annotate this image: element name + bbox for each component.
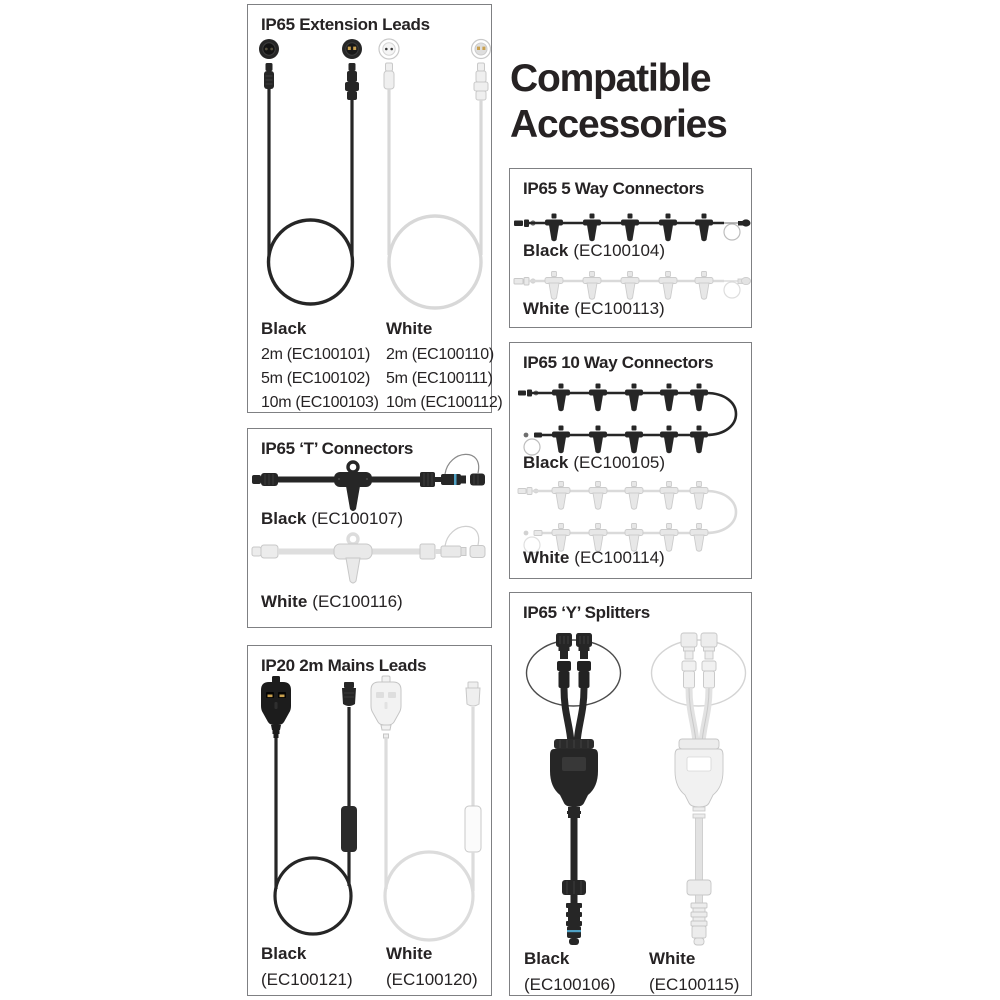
section-title: IP65 10 Way Connectors <box>523 353 714 372</box>
list-item: 10m (EC100103) <box>261 394 379 411</box>
product-code: (EC100106) <box>524 975 616 994</box>
section-title: IP65 Extension Leads <box>261 15 430 34</box>
product-code: (EC100114) <box>574 548 665 567</box>
color-name: Black <box>261 319 307 338</box>
panel-five-way-connectors <box>509 168 752 328</box>
five-way-white <box>514 272 751 300</box>
variant-label <box>523 299 665 319</box>
page-title: Compatible Accessories <box>510 57 727 147</box>
ten-way-black <box>518 384 736 456</box>
section-title: IP65 ‘Y’ Splitters <box>523 603 650 622</box>
list-item: 2m (EC100101) <box>261 346 371 363</box>
color-name: Black <box>524 949 570 968</box>
panel-t-connectors <box>247 428 492 628</box>
color-name: White <box>649 949 696 968</box>
y-splitter-black <box>527 633 621 945</box>
ten-way-white <box>518 482 736 554</box>
panel-mains-leads <box>247 645 492 996</box>
product-code: (EC100107) <box>311 509 404 528</box>
variant-label <box>261 509 403 529</box>
list-item: 5m (EC100111) <box>386 370 493 387</box>
color-name: Black <box>523 241 569 260</box>
black-size-list <box>261 343 379 415</box>
panel-y-splitters <box>509 592 752 996</box>
t-connector-black <box>252 454 485 511</box>
product-code: (EC100104) <box>573 241 666 260</box>
mains-lead-white <box>371 676 481 940</box>
color-name: Black <box>261 944 307 963</box>
section-title: IP65 ‘T’ Connectors <box>261 439 414 458</box>
mains-lead-black <box>261 676 357 934</box>
product-code: (EC100105) <box>573 453 666 472</box>
list-item: 5m (EC100102) <box>261 370 371 387</box>
t-connector-white <box>252 526 485 583</box>
five-way-black <box>514 214 751 242</box>
y-splitters-illustration <box>510 593 753 997</box>
variant-label <box>523 548 665 568</box>
extension-lead-white <box>379 39 491 308</box>
variant-label <box>523 453 665 473</box>
variant-label <box>523 241 665 261</box>
section-title: IP20 2m Mains Leads <box>261 656 427 675</box>
white-size-list <box>386 343 502 415</box>
extension-lead-black <box>259 39 362 304</box>
color-name: White <box>261 592 308 611</box>
color-name: Black <box>261 509 307 528</box>
list-item: 2m (EC100110) <box>386 346 494 363</box>
panel-extension-leads <box>247 4 503 413</box>
section-title: IP65 5 Way Connectors <box>523 179 705 198</box>
variant-label <box>261 592 403 612</box>
product-code: (EC100113) <box>574 299 665 318</box>
y-splitter-white <box>652 633 746 945</box>
product-code: (EC100116) <box>312 592 403 611</box>
color-name: White <box>386 944 433 963</box>
product-code: (EC100121) <box>261 970 353 989</box>
color-name: White <box>386 319 433 338</box>
panel-ten-way-connectors <box>509 342 752 579</box>
product-code: (EC100120) <box>386 970 478 989</box>
color-name: Black <box>523 453 569 472</box>
color-name: White <box>523 548 570 567</box>
color-name: White <box>523 299 570 318</box>
list-item: 10m (EC100112) <box>386 394 503 411</box>
product-code: (EC100115) <box>649 975 740 994</box>
